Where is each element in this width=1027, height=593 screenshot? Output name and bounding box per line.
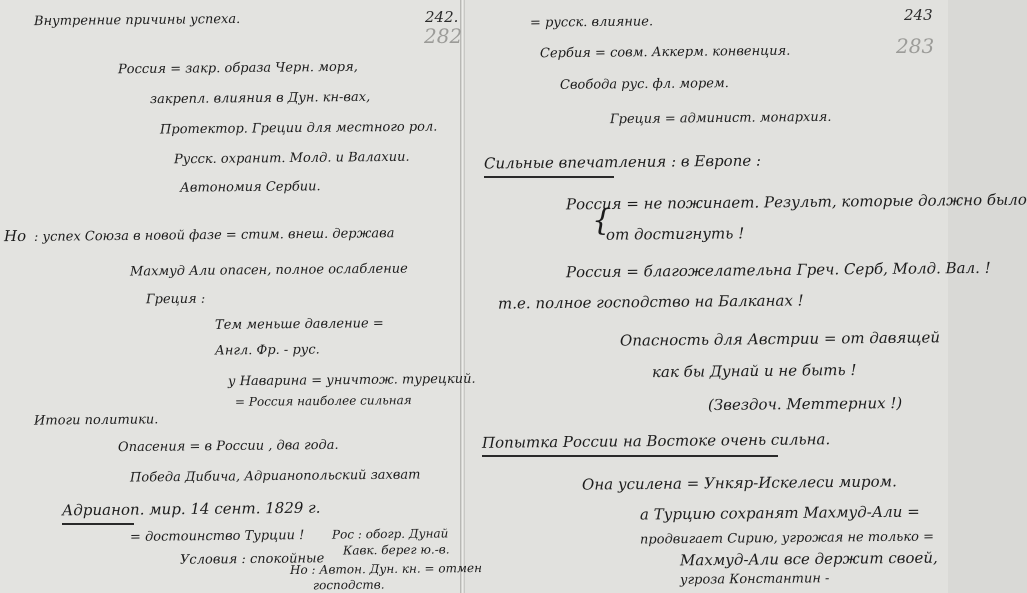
- text-line: Внутренние причины успеха.: [33, 11, 241, 30]
- text-line: Англ. Фр. - рус.: [214, 342, 320, 359]
- underline: [482, 455, 778, 457]
- text-line: т.е. полное господство на Балканах !: [497, 291, 804, 313]
- heading-underlined: Попытка России на Востоке очень сильна.: [481, 430, 831, 452]
- text-line: Она усилена = Ункяр-Искелеси миром.: [581, 472, 897, 494]
- text-line: (Звездоч. Меттерних !): [707, 393, 903, 415]
- left-page-number: 242.: [425, 8, 459, 26]
- text-line: Греция :: [145, 291, 206, 308]
- text-line: Протектор. Греции для местного рол.: [159, 119, 438, 138]
- text-line: от достигнуть !: [605, 224, 745, 244]
- text-line: продвигает Сирию, угрожая не только =: [639, 529, 935, 548]
- text-line: Победа Дибича, Адрианопольский захват: [129, 467, 421, 486]
- text-line: Сербия = совм. Аккерм. конвенция.: [539, 43, 791, 62]
- text-line: Опасения = в России , два года.: [117, 437, 339, 456]
- text-line: Греция = админист. монархия.: [609, 109, 832, 128]
- text-line: а Турцию сохранят Махмуд-Али =: [639, 502, 920, 524]
- text-line: господств.: [312, 577, 385, 593]
- text-line: : успех Союза в новой фазе = стим. внеш. держава: [33, 226, 395, 245]
- right-page-number: 243: [904, 6, 933, 24]
- right-page-number-faded: 283: [896, 34, 935, 58]
- text-line: = Россия наиболее сильная: [234, 393, 412, 409]
- text-line: Тем меньше давление =: [214, 316, 384, 333]
- text-line: Кавк. берег ю.-в.: [342, 542, 450, 558]
- text-line: Рос : обогр. Дунай: [331, 526, 449, 542]
- text-line: Россия = благожелательна Греч. Серб, Молд. Вал. !: [565, 258, 991, 282]
- text-line: Условия : спокойные: [179, 551, 325, 568]
- bracket-mark: {: [592, 203, 612, 238]
- heading-underlined: Сильные впечатления : в Европе :: [483, 151, 762, 173]
- text-line: = русск. влияние.: [529, 14, 654, 31]
- text-line: Но : Автон. Дун. кн. = отмен: [289, 560, 483, 578]
- text-line: Россия = не пожинает. Результ, которые должно было: [565, 190, 1027, 214]
- text-line: Но: [3, 226, 27, 246]
- text-line: Махмуд Али опасен, полное ослабление: [129, 261, 408, 280]
- text-line: Россия = закр. образа Черн. моря,: [117, 59, 358, 78]
- text-line: Итоги политики.: [33, 412, 159, 429]
- left-page-number-faded: 282: [424, 24, 463, 48]
- text-line: как бы Дунай и не быть !: [651, 360, 857, 382]
- text-line-underlined: Адрианоп. мир. 14 сент. 1829 г.: [61, 498, 321, 520]
- text-line: угроза Константин -: [679, 571, 830, 588]
- underline: [484, 176, 614, 178]
- text-line: Опасность для Австрии = от давящей: [619, 328, 941, 350]
- text-line: Русск. охранит. Молд. и Валахии.: [173, 149, 410, 168]
- text-line: Автономия Сербии.: [179, 179, 321, 196]
- text-line: Свобода рус. фл. морем.: [559, 76, 729, 93]
- text-line: Махмуд-Али все держит своей,: [679, 548, 938, 570]
- book-gutter: [460, 0, 465, 593]
- text-line: у Наварина = уничтож. турецкий.: [227, 371, 476, 390]
- text-line: закрепл. влияния в Дун. кн-вах,: [149, 89, 371, 108]
- text-line: = достоинство Турции !: [129, 528, 305, 545]
- underline: [62, 523, 134, 525]
